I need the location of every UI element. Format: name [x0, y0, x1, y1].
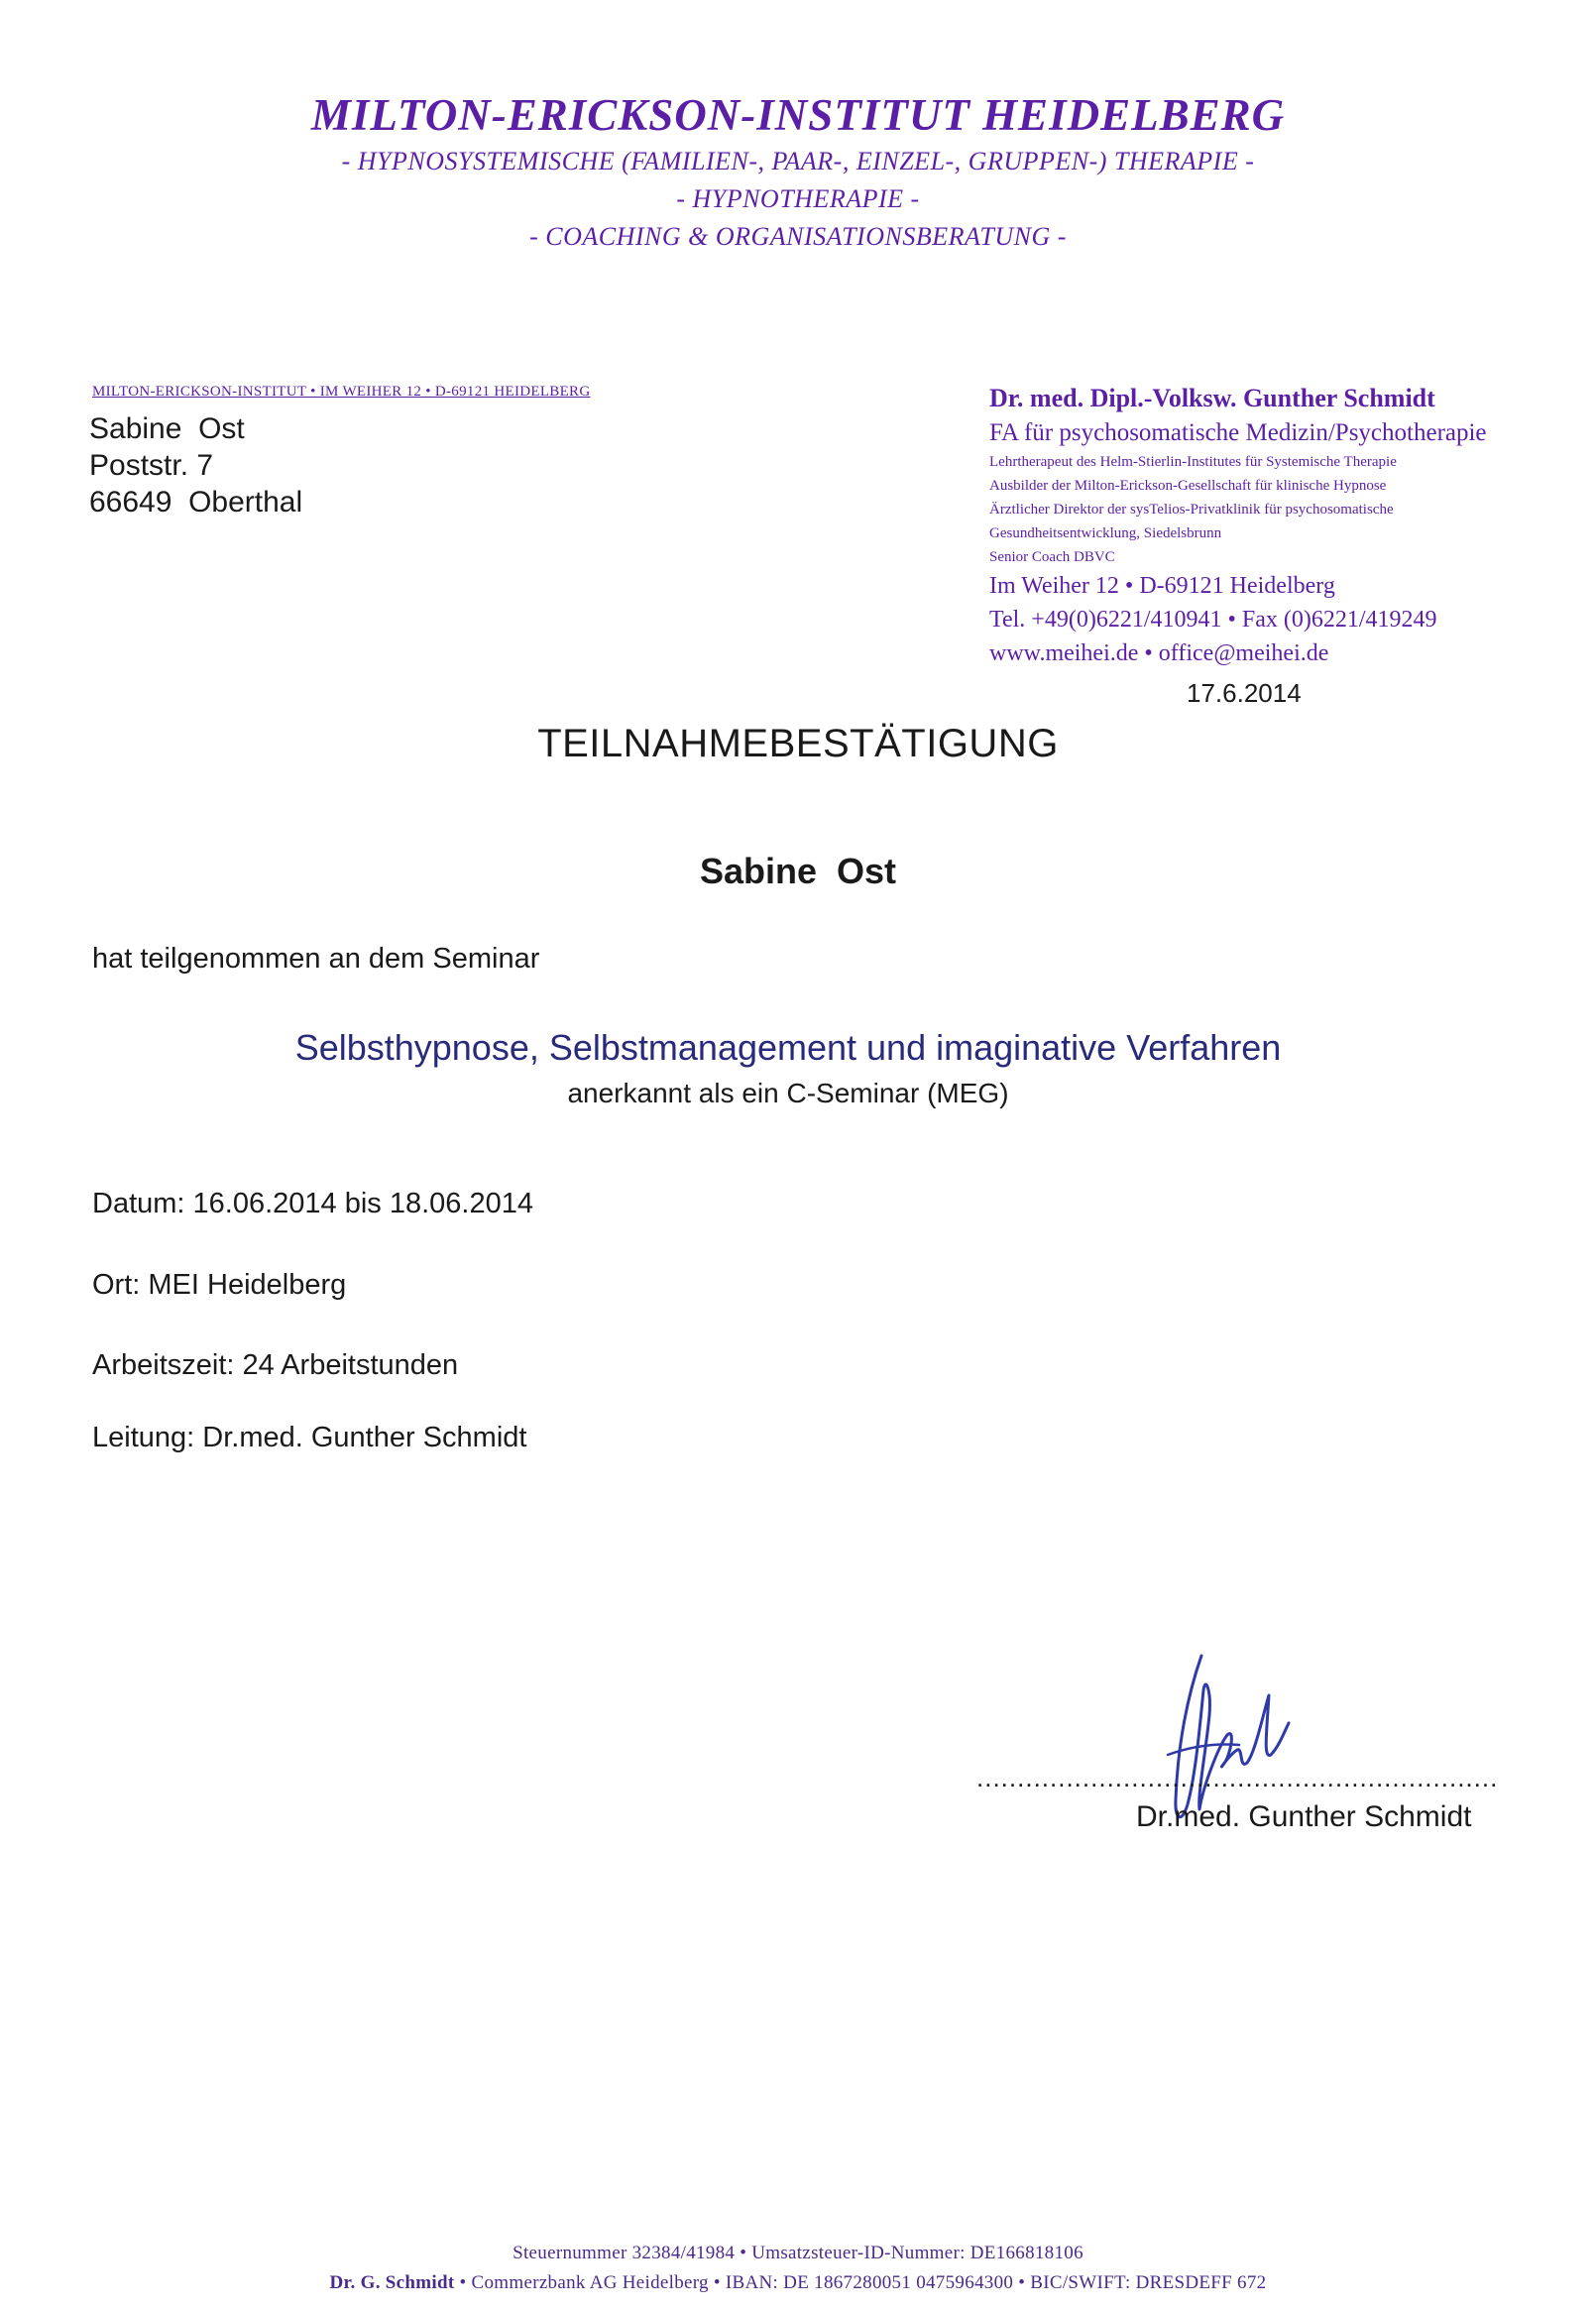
letterhead-line-3: - COACHING & ORGANISATIONSBERATUNG -	[529, 222, 1067, 251]
letterhead	[0, 87, 1596, 256]
footer-bank-details: • Commerzbank AG Heidelberg • IBAN: DE 1867280051 0475964300 • BIC/SWIFT: DRESDEFF 672	[454, 2272, 1267, 2293]
signer-name: Dr.med. Gunther Schmidt	[1136, 1800, 1472, 1833]
letterhead-line-2: - HYPNOTHERAPIE -	[676, 184, 920, 213]
detail-lead: Leitung: Dr.med. Gunther Schmidt	[92, 1422, 527, 1453]
sender-web: www.meihei.de • office@meihei.de	[989, 640, 1329, 666]
sender-phone: Tel. +49(0)6221/410941 • Fax (0)6221/419249	[989, 607, 1437, 633]
detail-hours: Arbeitszeit: 24 Arbeitstunden	[92, 1349, 459, 1381]
sender-block	[989, 381, 1584, 670]
document-title: TEILNAHMEBESTÄTIGUNG	[537, 722, 1059, 765]
detail-date: Datum: 16.06.2014 bis 18.06.2014	[92, 1188, 533, 1219]
footer-bank-line	[0, 2268, 1596, 2298]
recipient-address	[89, 410, 302, 520]
sender-title: FA für psychosomatische Medizin/Psychotherapie	[989, 419, 1487, 446]
recipient-street: Poststr. 7	[89, 449, 214, 482]
recipient-city: 66649 Oberthal	[89, 486, 303, 519]
signature-line: ................................................................	[976, 1763, 1499, 1792]
sender-name: Dr. med. Dipl.-Volksw. Gunther Schmidt	[989, 384, 1435, 412]
intro-text: hat teilgenommen an dem Seminar	[92, 943, 540, 975]
institute-title: MILTON-ERICKSON-INSTITUT HEIDELBERG	[310, 90, 1286, 140]
sender-address: Im Weiher 12 • D-69121 Heidelberg	[989, 573, 1335, 599]
sender-role: Gesundheitsentwicklung, Siedelsbrunn	[989, 525, 1222, 541]
sender-role: Lehrtherapeut des Helm-Stierlin-Institutes für Systemische Therapie	[989, 454, 1397, 470]
footer-bank-name: Dr. G. Schmidt	[329, 2272, 455, 2293]
sender-role: Ausbilder der Milton-Erickson-Gesellschaft für klinische Hypnose	[989, 478, 1387, 494]
document-date: 17.6.2014	[1187, 678, 1302, 708]
participant-name: Sabine Ost	[699, 851, 897, 891]
letterhead-line-1: - HYPNOSYSTEMISCHE (FAMILIEN-, PAAR-, EINZEL-, GRUPPEN-) THERAPIE -	[341, 147, 1255, 175]
seminar-title: Selbsthypnose, Selbstmanagement und imaginative Verfahren	[294, 1027, 1282, 1068]
seminar-recognition: anerkannt als ein C-Seminar (MEG)	[567, 1078, 1009, 1108]
detail-place: Ort: MEI Heidelberg	[92, 1269, 347, 1301]
footer-tax-line: Steuernummer 32384/41984 • Umsatzsteuer-ID-Nummer: DE166818106	[513, 2243, 1083, 2263]
sender-role: Senior Coach DBVC	[989, 549, 1115, 565]
recipient-name: Sabine Ost	[89, 412, 245, 445]
sender-role: Ärztlicher Direktor der sysTelios-Privatklinik für psychosomatische	[989, 502, 1394, 518]
footer	[0, 2239, 1596, 2298]
return-address-line: MILTON-ERICKSON-INSTITUT • IM WEIHER 12 • D-69121 HEIDELBERG	[92, 384, 591, 400]
